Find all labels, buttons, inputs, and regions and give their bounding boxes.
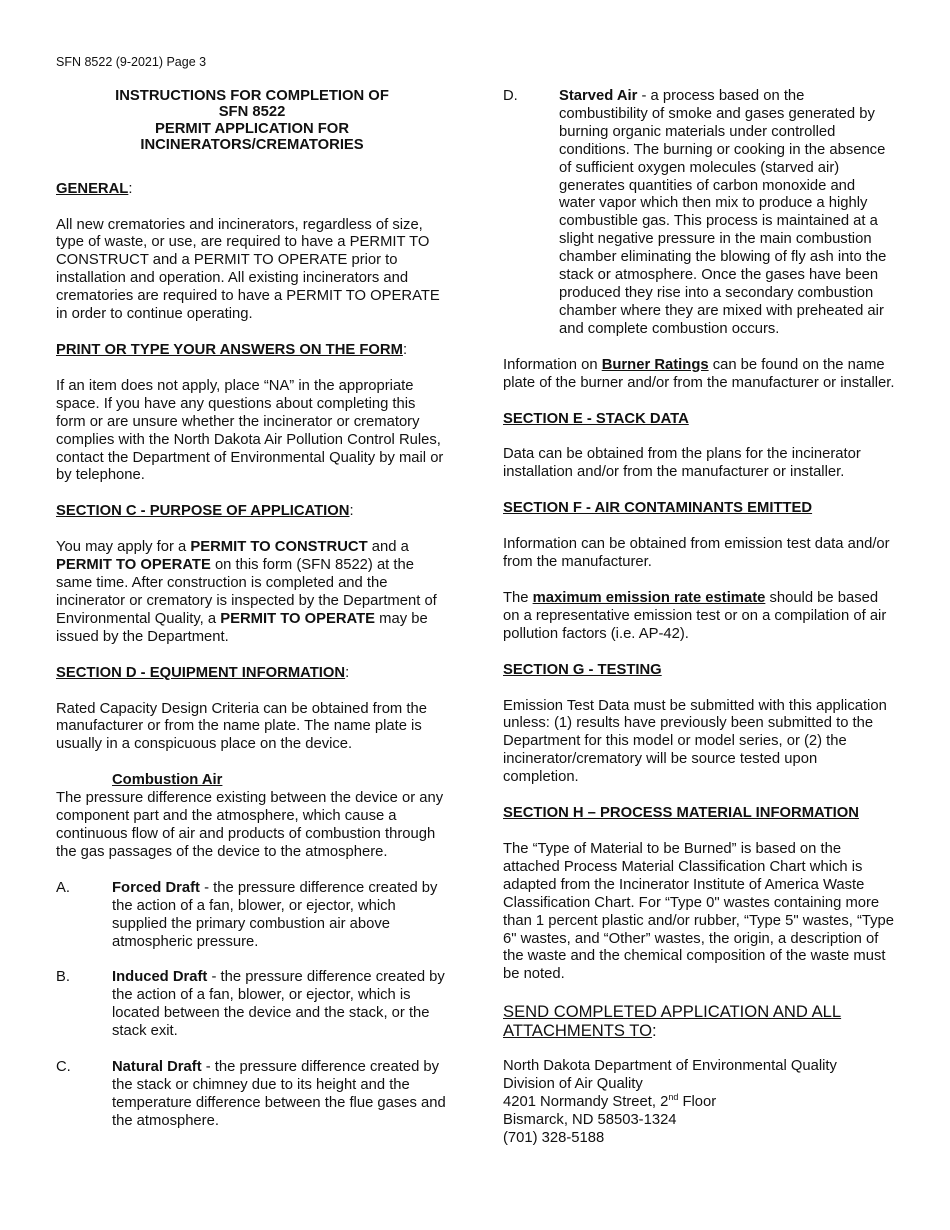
- address-line: 4201 Normandy Street, 2nd Floor: [503, 1092, 717, 1111]
- combustion-air-heading: Combustion Air: [112, 772, 223, 789]
- print-text: If an item does not apply, place “NA” in the appropriate space. If you have any questions about completing this form or are unsure whether the incinerator or crematory complies with the North Dakota Air Pollution Control Rules, contact the Department of Environmental Quality by mail or by telephone.: [56, 377, 444, 484]
- section-f-estimate-text: The maximum emission rate estimate should be based on a representative emission test or on a compilation of air pollution factors (i.e. AP-42).: [503, 589, 887, 642]
- list-item: A. Forced Draft - the pressure difference created by the action of a fan, blower, or ejector, which supplied the primary combustion air above atmospheric pressure.: [56, 879, 438, 950]
- section-f-text: Information can be obtained from emission test data and/or from the manufacturer.: [503, 536, 890, 571]
- address-line: North Dakota Department of Environmental Quality: [503, 1058, 837, 1075]
- burner-ratings-text: Information on Burner Ratings can be found on the name plate of the burner and/or from the manufacturer or installer.: [503, 356, 895, 391]
- left-column: [56, 88, 448, 1149]
- section-g-heading: SECTION G - TESTING: [503, 661, 662, 678]
- right-column: [503, 88, 895, 1148]
- section-c-heading: SECTION C - PURPOSE OF APPLICATION:: [56, 503, 354, 520]
- section-c-text: You may apply for a PERMIT TO CONSTRUCT and a PERMIT TO OPERATE on this form (SFN 8522) at the same time. After construction is completed and the incinerator or crematory is inspected by the Department of Environmental Quality, a PERMIT TO OPERATE may be issued by the Department.: [56, 539, 437, 645]
- section-d-text: Rated Capacity Design Criteria can be obtained from the manufacturer or from the name plate. The name plate is usually in a conspicuous place on the device.: [56, 700, 427, 753]
- list-item: C. Natural Draft - the pressure difference created by the stack or chimney due to its height and the temperature difference between the flue gases and the atmosphere.: [56, 1059, 446, 1129]
- general-text: All new crematories and incinerators, regardless of size, type of waste, or use, are required to have a PERMIT TO CONSTRUCT and a PERMIT TO OPERATE prior to installation and operation. All existing incinerators and crematories are required to have a PERMIT TO OPERATE in order to continue operating.: [56, 216, 440, 323]
- title-line-4: INCINERATORS/CREMATORIES: [140, 137, 364, 154]
- section-h-text: The “Type of Material to be Burned” is based on the attached Process Material Classification Chart which is adapted from the Incinerator Institute of America Waste Classification Chart. For “Type 0" wastes containing more than 1 percent plastic and/or rubber, “Type 5" wastes, “Type 6" wastes, and “Other” wastes, the origin, a description of the waste and the chemical composition of the waste must be noted.: [503, 841, 895, 983]
- title-line-1: INSTRUCTIONS FOR COMPLETION OF: [115, 88, 389, 104]
- list-item: D. Starved Air - a process based on the combustibility of smoke and gases generated by burning organic materials under controlled conditions. The burning or cooking in the absence of sufficient oxygen molecules (starved air) generates quantities of carbon monoxide and water vapor which then mix to produce a highly combustible gas. This process is maintained at a slight negative pressure in the main combustion chamber eliminating the blowing of fly ash into the stack or atmosphere. Once the gases have been produced they rise into a secondary combustion chamber where they are mixed with preheated air and complete combustion occurs.: [503, 88, 887, 337]
- phone-number: (701) 328-5188: [503, 1129, 605, 1146]
- send-heading: SEND COMPLETED APPLICATION AND ALL ATTACHMENTS TO:: [503, 1002, 842, 1041]
- section-h-heading: SECTION H – PROCESS MATERIAL INFORMATION: [503, 805, 859, 822]
- section-e-text: Data can be obtained from the plans for the incinerator installation and/or from the manufacturer or installer.: [503, 446, 861, 481]
- list-item: B. Induced Draft - the pressure difference created by the action of a fan, blower, or ejector, which is located between the device and the stack, or the stack exit.: [56, 969, 445, 1040]
- address-line: Division of Air Quality: [503, 1076, 643, 1093]
- print-heading: PRINT OR TYPE YOUR ANSWERS ON THE FORM:: [56, 341, 408, 358]
- section-g-text: Emission Test Data must be submitted with this application unless: (1) results have previously been submitted to the Department for this model or model series, or (2) the incinerator/crematory will be source tested upon completion.: [503, 697, 887, 786]
- address-line: Bismarck, ND 58503-1324: [503, 1111, 677, 1128]
- section-d-heading: SECTION D - EQUIPMENT INFORMATION:: [56, 664, 350, 681]
- document-title: [56, 88, 448, 154]
- section-e-heading: SECTION E - STACK DATA: [503, 410, 689, 427]
- combustion-air-text: The pressure difference existing between the device or any component part and the atmosphere, which cause a continuous flow of air and products of combustion through the gas passages of the device to the atmosphere.: [56, 790, 444, 860]
- title-line-3: PERMIT APPLICATION FOR: [155, 120, 349, 137]
- page-reference: SFN 8522 (9-2021) Page 3: [56, 55, 207, 69]
- general-heading: GENERAL:: [56, 180, 133, 197]
- section-f-heading: SECTION F - AIR CONTAMINANTS EMITTED: [503, 500, 813, 517]
- mailing-address: [503, 1058, 895, 1148]
- title-line-2: SFN 8522: [218, 104, 286, 121]
